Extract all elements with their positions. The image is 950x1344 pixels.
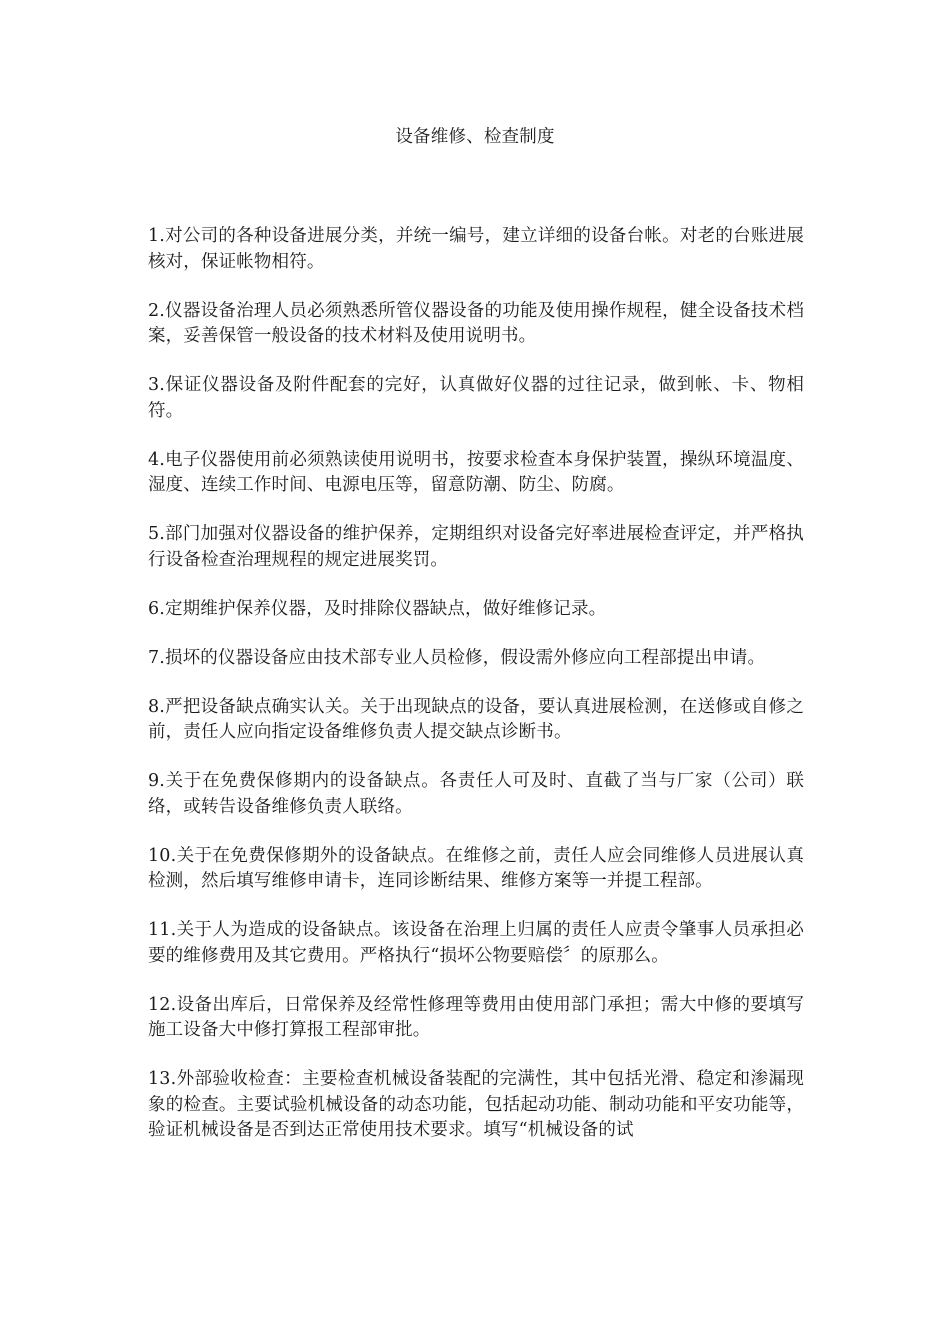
paragraph-13: 13.外部验收检查：主要检查机械设备装配的完满性，其中包括光滑、稳定和渗漏现象的检查。主要试验机械设备的动态功能，包括起动功能、制动功能和平安功能等，验证机械设备是否到达正常使用技术要求。填写“机械设备的试 <box>148 1069 804 1140</box>
document-title: 设备维修、检查制度 <box>395 127 555 147</box>
paragraph-1: 1.对公司的各种设备进展分类，并统一编号，建立详细的设备台帐。对老的台账进展核对，保证帐物相符。 <box>148 226 804 272</box>
paragraph-2: 2.仪器设备治理人员必须熟悉所管仪器设备的功能及使用操作规程，健全设备技术档案，妥善保管一般设备的技术材料及使用说明书。 <box>148 300 804 346</box>
paragraph-8: 8.严把设备缺点确实认关。关于出现缺点的设备，要认真进展检测，在送修或自修之前，责任人应向指定设备维修负责人提交缺点诊断书。 <box>148 696 804 742</box>
paragraph-10: 10.关于在免费保修期外的设备缺点。在维修之前，责任人应会同维修人员进展认真检测，然后填写维修申请卡，连同诊断结果、维修方案等一并提工程部。 <box>148 845 804 891</box>
paragraph-4: 4.电子仪器使用前必须熟读使用说明书，按要求检查本身保护装置，操纵环境温度、湿度、连续工作时间、电源电压等，留意防潮、防尘、防腐。 <box>148 449 804 495</box>
paragraph-5: 5.部门加强对仪器设备的维护保养，定期组织对设备完好率进展检查评定，并严格执行设备检查治理规程的规定进展奖罚。 <box>148 524 804 570</box>
paragraph-3: 3.保证仪器设备及附件配套的完好，认真做好仪器的过往记录，做到帐、卡、物相符。 <box>148 375 804 421</box>
paragraph-12: 12.设备出库后，日常保养及经常性修理等费用由使用部门承担；需大中修的要填写施工设备大中修打算报工程部审批。 <box>148 994 804 1040</box>
paragraph-11: 11.关于人为造成的设备缺点。该设备在治理上归属的责任人应责令肇事人员承担必要的维修费用及其它费用。严格执行“损坏公物要赔偿〞的原那么。 <box>148 920 804 966</box>
paragraph-9: 9.关于在免费保修期内的设备缺点。各责任人可及时、直截了当与厂家（公司）联络，或转告设备维修负责人联络。 <box>148 771 804 817</box>
paragraph-7: 7.损坏的仪器设备应由技术部专业人员检修，假设需外修应向工程部提出申请。 <box>148 647 766 668</box>
document-body <box>148 224 804 1167</box>
paragraph-6: 6.定期维护保养仪器，及时排除仪器缺点，做好维修记录。 <box>148 598 607 619</box>
